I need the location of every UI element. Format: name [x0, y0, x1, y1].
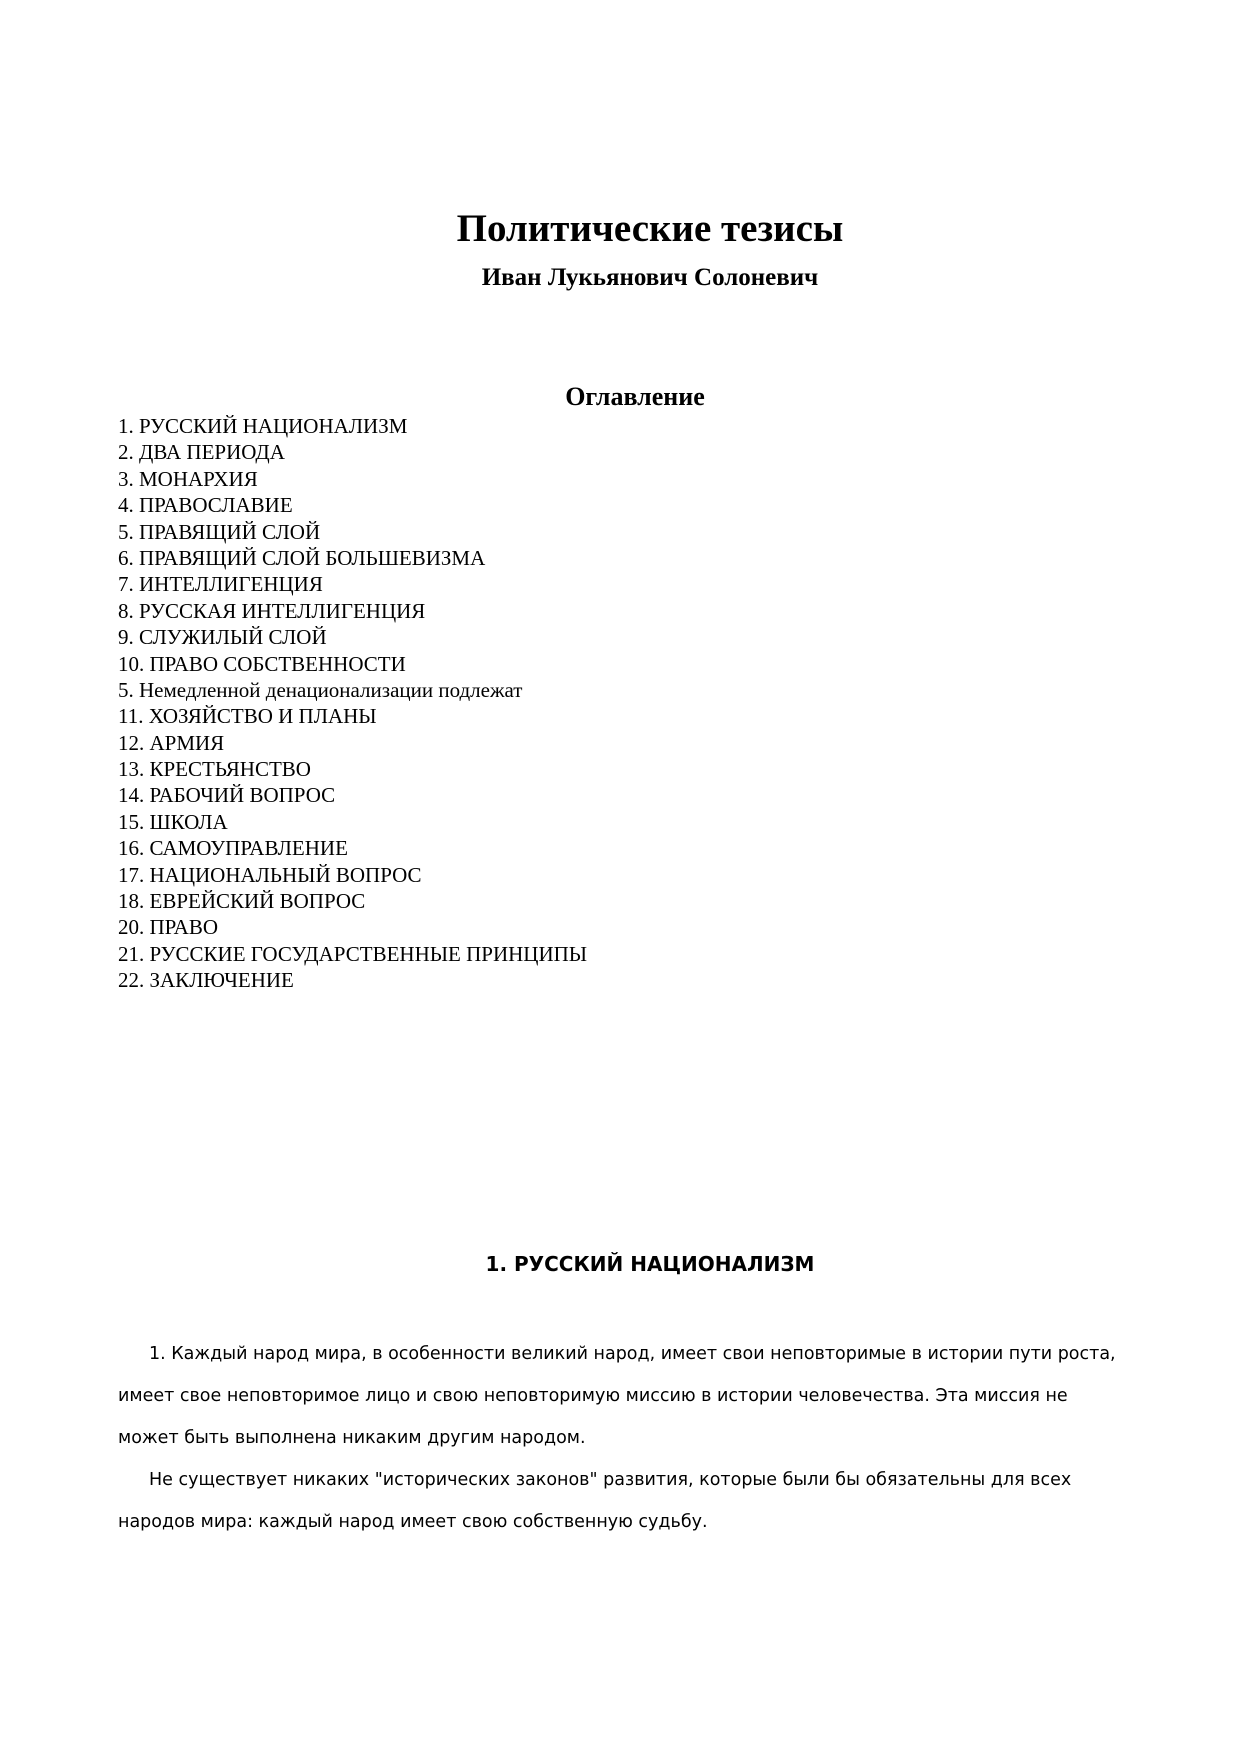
toc-item[interactable]: 10. ПРАВО СОБСТВЕННОСТИ — [118, 651, 406, 676]
section-heading: 1. РУССКИЙ НАЦИОНАЛИЗМ — [485, 1252, 815, 1276]
toc-item[interactable]: 21. РУССКИЕ ГОСУДАРСТВЕННЫЕ ПРИНЦИПЫ — [118, 941, 588, 966]
toc-heading: Оглавление — [565, 382, 705, 411]
toc-item[interactable]: 8. РУССКАЯ ИНТЕЛЛИГЕНЦИЯ — [118, 598, 426, 623]
toc-item[interactable]: 9. СЛУЖИЛЫЙ СЛОЙ — [118, 625, 327, 650]
body-paragraph: Не существует никаких "исторических законов" развития, которые были бы обязательны для всех народов мира: каждый народ имеет свою собственную судьбу. — [118, 1470, 1072, 1532]
toc-item[interactable]: 16. САМОУПРАВЛЕНИЕ — [118, 836, 348, 861]
toc-item[interactable]: 13. КРЕСТЬЯНСТВО — [118, 757, 311, 782]
toc-item[interactable]: 12. АРМИЯ — [118, 730, 225, 755]
section-body — [118, 1333, 1126, 1543]
toc-item[interactable]: 1. РУССКИЙ НАЦИОНАЛИЗМ — [118, 414, 408, 438]
toc-item[interactable]: 6. ПРАВЯЩИЙ СЛОЙ БОЛЬШЕВИЗМА — [118, 545, 486, 570]
toc-item[interactable]: 5. ПРАВЯЩИЙ СЛОЙ — [118, 519, 321, 544]
body-paragraph: 1. Каждый народ мира, в особенности великий народ, имеет свои неповторимые в истории пути роста, имеет свое неповторимое лицо и свою неповторимую миссию в истории человечества. Эта миссия не может быть выполнена никаким другим народом. — [118, 1344, 1116, 1448]
table-of-contents — [118, 413, 1018, 994]
toc-item[interactable]: 5. Немедленной денационализации подлежат — [118, 677, 523, 702]
toc-item[interactable]: 11. ХОЗЯЙСТВО И ПЛАНЫ — [118, 704, 377, 729]
toc-item[interactable]: 22. ЗАКЛЮЧЕНИЕ — [118, 968, 294, 993]
toc-item[interactable]: 15. ШКОЛА — [118, 809, 228, 834]
toc-item[interactable]: 7. ИНТЕЛЛИГЕНЦИЯ — [118, 572, 323, 597]
toc-item[interactable]: 20. ПРАВО — [118, 915, 218, 940]
toc-item[interactable]: 4. ПРАВОСЛАВИЕ — [118, 493, 293, 518]
document-title: Политические тезисы — [456, 207, 844, 250]
toc-item[interactable]: 2. ДВА ПЕРИОДА — [118, 440, 285, 465]
document-author: Иван Лукьянович Солоневич — [481, 264, 819, 291]
toc-item[interactable]: 18. ЕВРЕЙСКИЙ ВОПРОС — [118, 889, 366, 914]
toc-item[interactable]: 3. МОНАРХИЯ — [118, 466, 258, 491]
toc-item[interactable]: 14. РАБОЧИЙ ВОПРОС — [118, 783, 336, 808]
toc-item[interactable]: 17. НАЦИОНАЛЬНЫЙ ВОПРОС — [118, 862, 422, 887]
